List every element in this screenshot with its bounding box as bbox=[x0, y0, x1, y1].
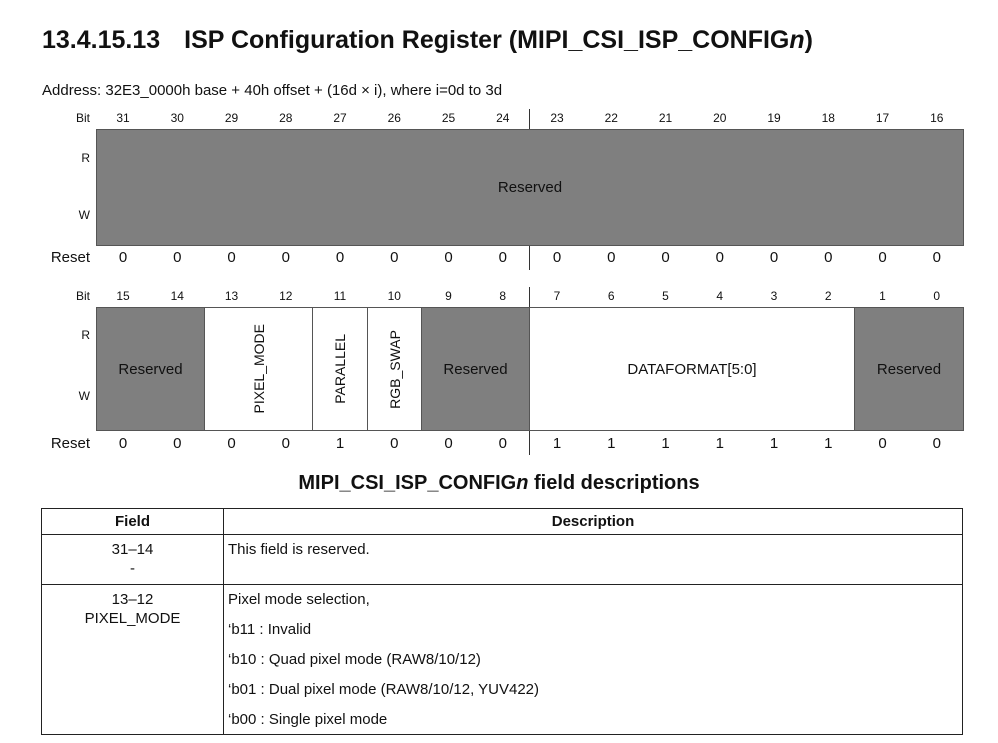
field-column-header: Field bbox=[42, 509, 224, 535]
bit-number: 13 bbox=[224, 289, 239, 303]
field-descriptions-table bbox=[41, 508, 963, 735]
section-number: 13.4.15.13 bbox=[42, 26, 161, 54]
bit-number: 22 bbox=[604, 111, 618, 125]
bit-row-label: Bit bbox=[75, 111, 90, 125]
reserved-field-15-14 bbox=[96, 307, 205, 431]
reset-value: 0 bbox=[878, 435, 887, 452]
title-italic: n bbox=[789, 26, 805, 54]
reset-value: 0 bbox=[444, 249, 453, 266]
bit-number: 7 bbox=[553, 289, 561, 303]
bit-number: 6 bbox=[607, 289, 615, 303]
reserved-label: Reserved bbox=[443, 360, 508, 378]
title-end: ) bbox=[804, 26, 813, 54]
dataformat-label: DATAFORMAT[5:0] bbox=[627, 360, 757, 378]
bit-number: 30 bbox=[170, 111, 184, 125]
field-bits: 31–14 bbox=[111, 541, 154, 558]
bit-number: 12 bbox=[279, 289, 293, 303]
description-line: ‘b00 : Single pixel mode bbox=[228, 711, 388, 728]
reset-value: 0 bbox=[390, 435, 399, 452]
rgb-swap-label: RGB_SWAP bbox=[386, 329, 403, 409]
byte-divider bbox=[529, 431, 530, 455]
description-line: Pixel mode selection, bbox=[228, 591, 370, 608]
reset-value: 0 bbox=[227, 435, 236, 452]
reset-value: 0 bbox=[878, 249, 887, 266]
bit-number: 24 bbox=[496, 111, 510, 125]
parallel-label: PARALLEL bbox=[332, 334, 348, 404]
bit-number: 8 bbox=[499, 289, 507, 303]
reset-value: 1 bbox=[552, 435, 562, 452]
reset-value: 0 bbox=[715, 249, 724, 266]
byte-divider bbox=[529, 287, 530, 307]
description-line: ‘b10 : Quad pixel mode (RAW8/10/12) bbox=[228, 651, 481, 668]
reset-value: 0 bbox=[281, 435, 290, 452]
table-header-row bbox=[42, 509, 963, 535]
bit-number: 17 bbox=[875, 111, 890, 125]
reset-value: 0 bbox=[390, 249, 399, 266]
rgb-swap-field bbox=[367, 307, 422, 431]
reset-value: 0 bbox=[607, 249, 616, 266]
reset-value: 0 bbox=[173, 435, 182, 452]
field-cell bbox=[42, 535, 224, 585]
bit-number: 14 bbox=[170, 289, 184, 303]
read-row-label: R bbox=[81, 151, 90, 165]
reset-value: 1 bbox=[824, 435, 833, 452]
reset-value: 0 bbox=[932, 435, 941, 452]
field-name: - bbox=[130, 560, 135, 577]
reset-value: 0 bbox=[118, 435, 128, 452]
bit-number: 29 bbox=[224, 111, 239, 125]
reset-value: 1 bbox=[715, 435, 724, 452]
bit-number: 21 bbox=[658, 111, 673, 125]
description-line: This field is reserved. bbox=[228, 541, 370, 558]
caption-end: field descriptions bbox=[528, 472, 700, 494]
reset-value: 1 bbox=[661, 435, 670, 452]
reserved-label: Reserved bbox=[876, 360, 942, 378]
write-row-label: W bbox=[78, 389, 90, 403]
field-cell bbox=[42, 585, 224, 735]
bit-number: 26 bbox=[387, 111, 401, 125]
reset-value: 0 bbox=[824, 249, 833, 266]
reset-value: 0 bbox=[498, 435, 507, 452]
reset-value: 0 bbox=[118, 249, 128, 266]
bit-number: 5 bbox=[662, 289, 669, 303]
bit-number: 23 bbox=[550, 111, 564, 125]
bit-number: 31 bbox=[116, 111, 130, 125]
bit-number: 27 bbox=[333, 111, 347, 125]
caption-italic: n bbox=[516, 472, 529, 494]
bit-number: 15 bbox=[116, 289, 130, 303]
page-title bbox=[42, 26, 813, 55]
description-cell bbox=[224, 585, 963, 735]
reserved-label: Reserved bbox=[497, 179, 563, 196]
table-row bbox=[42, 535, 963, 585]
bit-number: 28 bbox=[279, 111, 293, 125]
description-column-header: Description bbox=[224, 509, 963, 535]
reset-row-label: Reset bbox=[50, 249, 90, 266]
reset-row-label: Reset bbox=[50, 435, 90, 452]
title-text: ISP Configuration Register (MIPI_CSI_ISP_CONFIG bbox=[184, 26, 790, 54]
reserved-label: Reserved bbox=[118, 360, 183, 378]
reset-value: 0 bbox=[552, 249, 562, 266]
field-bits: 13–12 bbox=[111, 591, 154, 608]
read-row-label: R bbox=[81, 328, 90, 342]
byte-divider bbox=[529, 246, 530, 270]
bit-number: 11 bbox=[333, 289, 347, 303]
reset-value: 0 bbox=[281, 249, 290, 266]
bit-number: 18 bbox=[821, 111, 835, 125]
bit-row-label: Bit bbox=[75, 289, 90, 303]
reset-value: 0 bbox=[335, 249, 345, 266]
reset-value: 0 bbox=[932, 249, 941, 266]
reserved-field-31-16 bbox=[96, 129, 964, 246]
dataformat-field bbox=[529, 307, 855, 431]
reset-value: 0 bbox=[173, 249, 182, 266]
bit-number: 25 bbox=[441, 111, 456, 125]
bit-number: 20 bbox=[713, 111, 727, 125]
write-row-label: W bbox=[78, 208, 90, 222]
bit-number: 19 bbox=[767, 111, 781, 125]
pixel-mode-field bbox=[204, 307, 313, 431]
bit-number: 1 bbox=[879, 289, 886, 303]
reset-value: 0 bbox=[227, 249, 236, 266]
byte-divider bbox=[529, 109, 530, 129]
table-row bbox=[42, 585, 963, 735]
reset-value: 1 bbox=[335, 435, 345, 452]
description-line: ‘b11 : Invalid bbox=[228, 621, 312, 638]
reset-value: 1 bbox=[769, 435, 779, 452]
bit-number: 2 bbox=[824, 289, 832, 303]
bit-number: 16 bbox=[930, 111, 944, 125]
bit-number: 10 bbox=[387, 289, 401, 303]
description-cell bbox=[224, 535, 963, 585]
reserved-field-9-8 bbox=[421, 307, 530, 431]
table-caption bbox=[0, 472, 998, 495]
reset-value: 0 bbox=[444, 435, 453, 452]
parallel-field bbox=[312, 307, 368, 431]
pixel-mode-label: PIXEL_MODE bbox=[250, 324, 267, 414]
bit-number: 9 bbox=[445, 289, 452, 303]
reset-value: 0 bbox=[769, 249, 779, 266]
reset-value: 1 bbox=[607, 435, 616, 452]
reset-value: 0 bbox=[498, 249, 507, 266]
reserved-field-1-0 bbox=[854, 307, 964, 431]
description-line: ‘b01 : Dual pixel mode (RAW8/10/12, YUV422) bbox=[228, 681, 539, 698]
register-address: Address: 32E3_0000h base + 40h offset + (16d × i), where i=0d to 3d bbox=[42, 82, 503, 99]
reset-value: 0 bbox=[661, 249, 670, 266]
bit-number: 3 bbox=[770, 289, 778, 303]
field-name: PIXEL_MODE bbox=[84, 610, 181, 627]
bit-number: 0 bbox=[933, 289, 941, 303]
bit-number: 4 bbox=[716, 289, 724, 303]
caption-text: MIPI_CSI_ISP_CONFIG bbox=[298, 472, 517, 494]
